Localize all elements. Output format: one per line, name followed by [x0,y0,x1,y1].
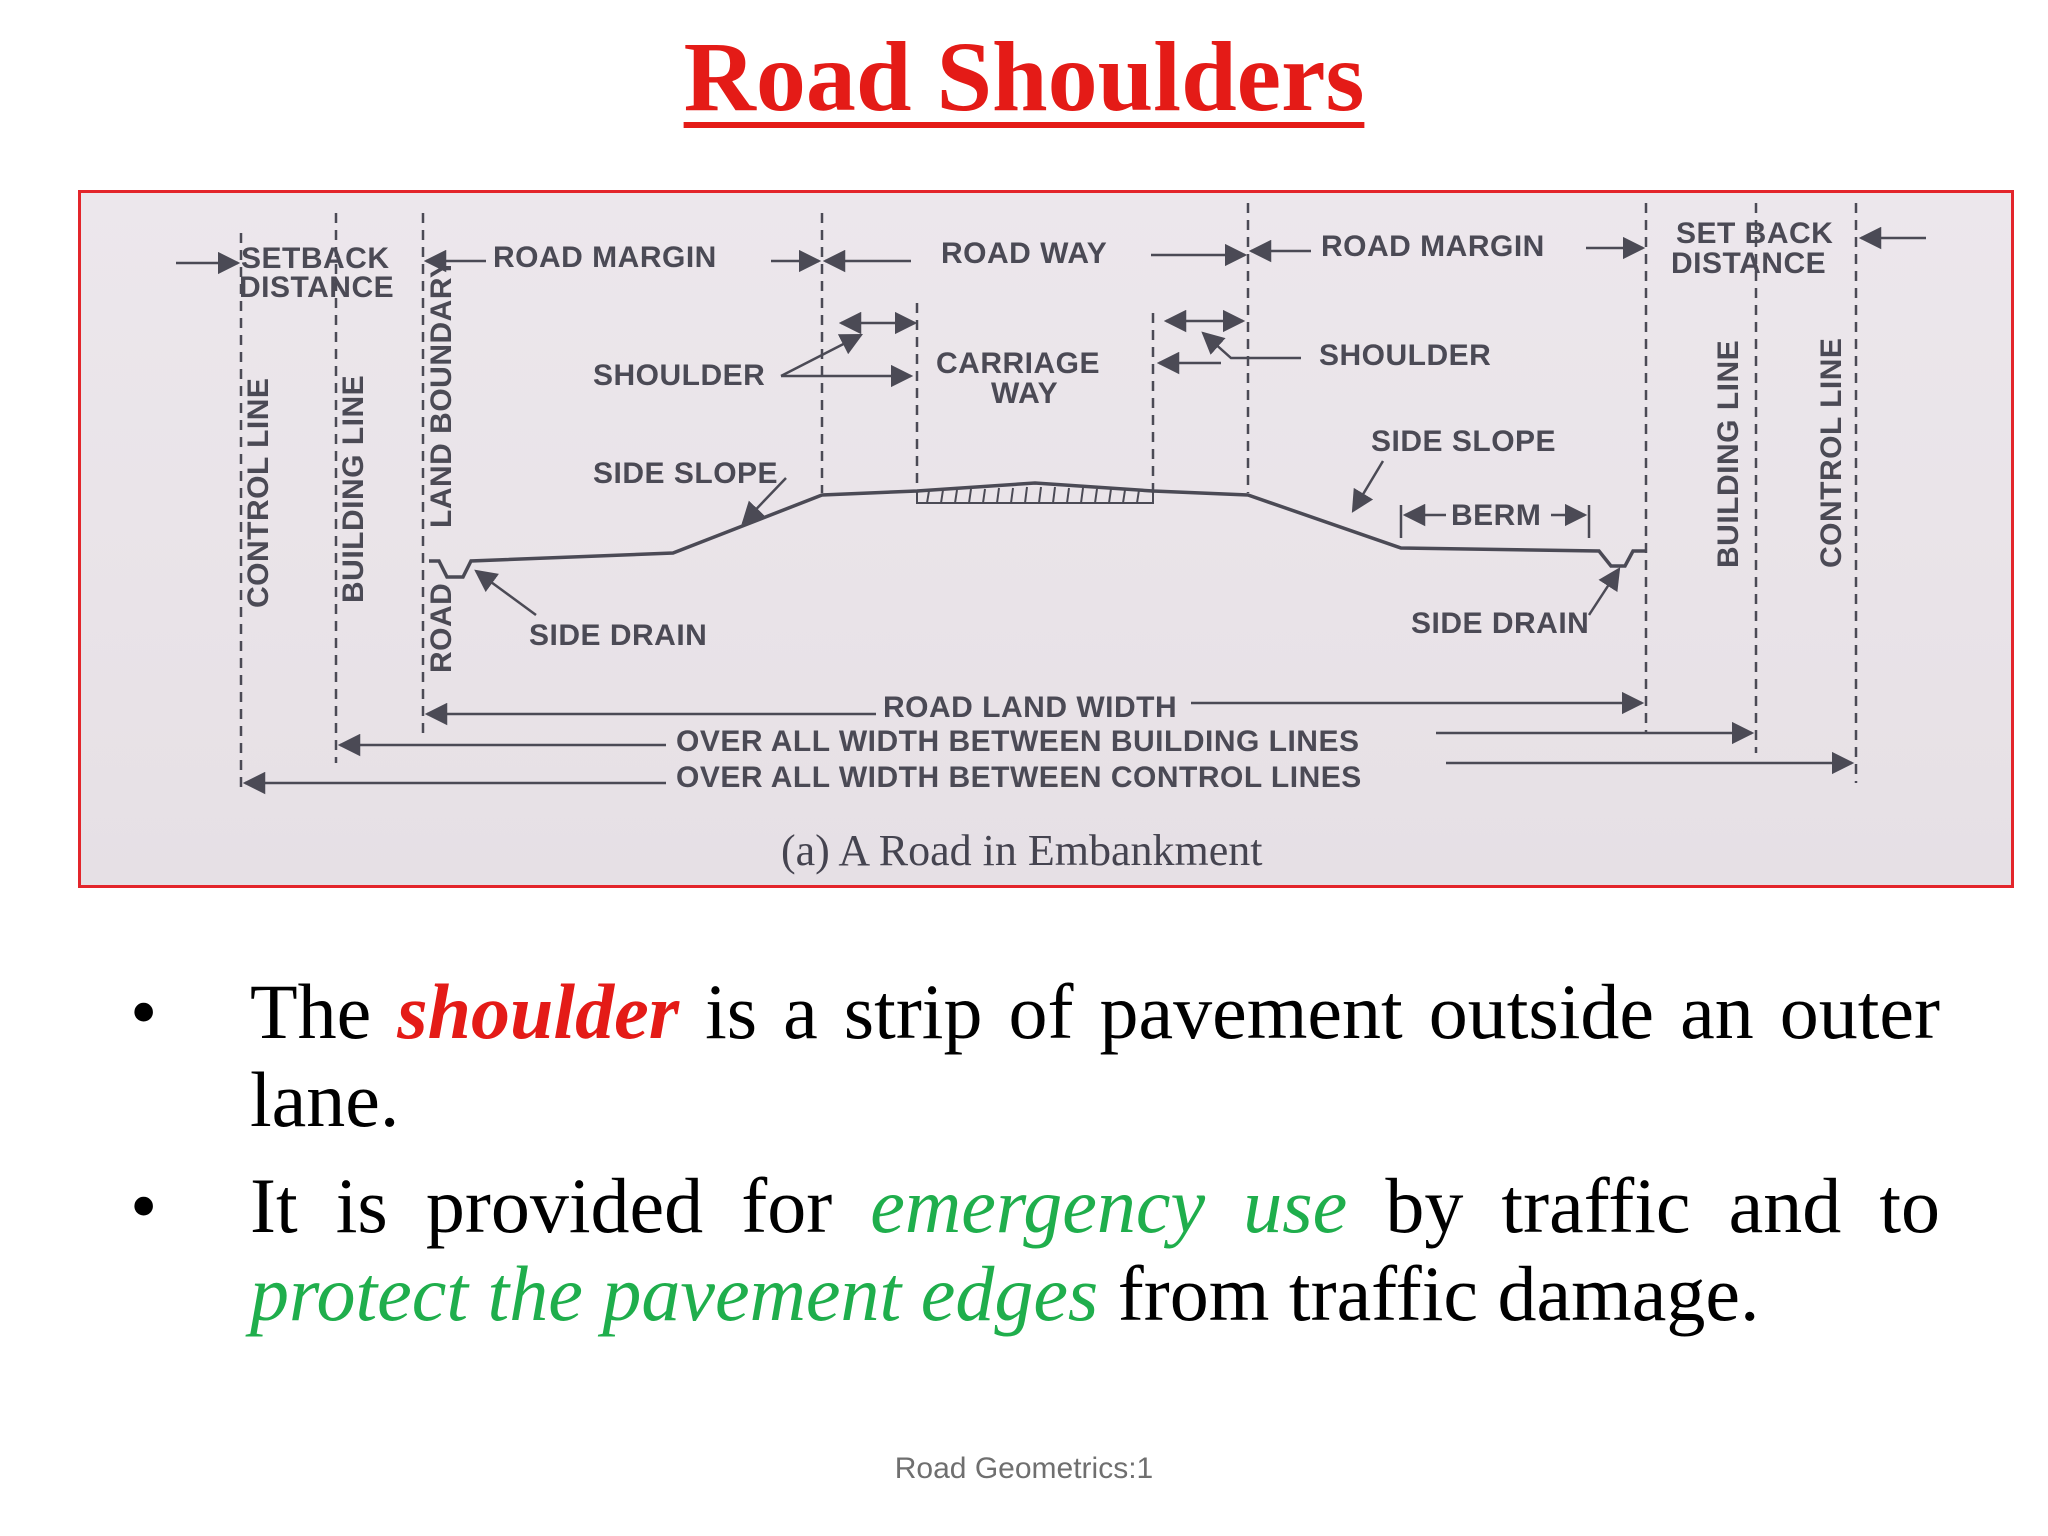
slide-title: Road Shoulders [683,21,1365,132]
figure-caption: (a) A Road in Embankment [781,826,1263,875]
carriage-way-label-2: WAY [991,377,1059,410]
building-line-left-label: BUILDING LINE [337,374,370,603]
control-line-left-label: CONTROL LINE [242,377,275,608]
road-embankment-figure [78,190,2014,888]
building-lines-width-label: OVER ALL WIDTH BETWEEN BUILDING LINES [676,725,1360,758]
side-slope-left-label: SIDE SLOPE [593,457,779,490]
control-lines-width-label: OVER ALL WIDTH BETWEEN CONTROL LINES [676,761,1362,794]
side-drain-left-leader [476,571,536,615]
bullet-1-text-post: is a strip of pavement outside an outer lane. [250,968,1940,1143]
road-land-width-label: ROAD LAND WIDTH [883,691,1178,724]
shoulder-right-label: SHOULDER [1319,339,1492,372]
side-slope-right-leader [1353,461,1383,511]
setback-distance-right-label: SET BACK [1676,217,1834,250]
bullet-item-2 [130,1162,1940,1338]
land-boundary-label: LAND BOUNDARY [425,257,458,528]
building-line-right-label: BUILDING LINE [1712,339,1745,568]
side-drain-left-label: SIDE DRAIN [529,619,708,652]
bullet-1-text-pre: The [250,968,398,1055]
carriage-way-label: CARRIAGE [936,347,1101,380]
bullet-2-text-mid: by traffic and to [1347,1162,1940,1249]
bullet-2-highlight-1: emergency use [870,1162,1348,1249]
shoulder-left-label: SHOULDER [593,359,766,392]
road-cross-section-diagram [81,193,2011,885]
control-line-right-label: CONTROL LINE [1815,337,1848,568]
bullet-dot-icon: • [130,1162,158,1249]
side-drain-right-label: SIDE DRAIN [1411,607,1590,640]
shoulder-right-leader [1203,333,1301,358]
bullet-list [130,968,1940,1356]
setback-distance-left-label-2: DISTANCE [239,271,395,304]
bullet-2-text-post: from traffic damage. [1098,1250,1760,1337]
setback-distance-right-label-2: DISTANCE [1671,247,1827,280]
bullet-dot-icon: • [130,968,158,1055]
bullet-item-1 [130,968,1940,1144]
road-margin-left-label: ROAD MARGIN [493,241,717,274]
road-label: ROAD [425,582,458,673]
side-slope-right-label: SIDE SLOPE [1371,425,1557,458]
bullet-1-highlight: shoulder [397,968,680,1055]
berm-label: BERM [1451,499,1542,532]
slide-footer: Road Geometrics:1 [894,1452,1154,1485]
side-drain-right-leader [1589,569,1619,615]
road-way-label: ROAD WAY [941,237,1108,270]
setback-distance-left-label: SETBACK [241,242,390,275]
road-margin-right-label: ROAD MARGIN [1321,230,1545,263]
bullet-2-text-pre: It is provided for [250,1162,871,1249]
bullet-2-highlight-2: protect the pavement edges [250,1250,1099,1337]
